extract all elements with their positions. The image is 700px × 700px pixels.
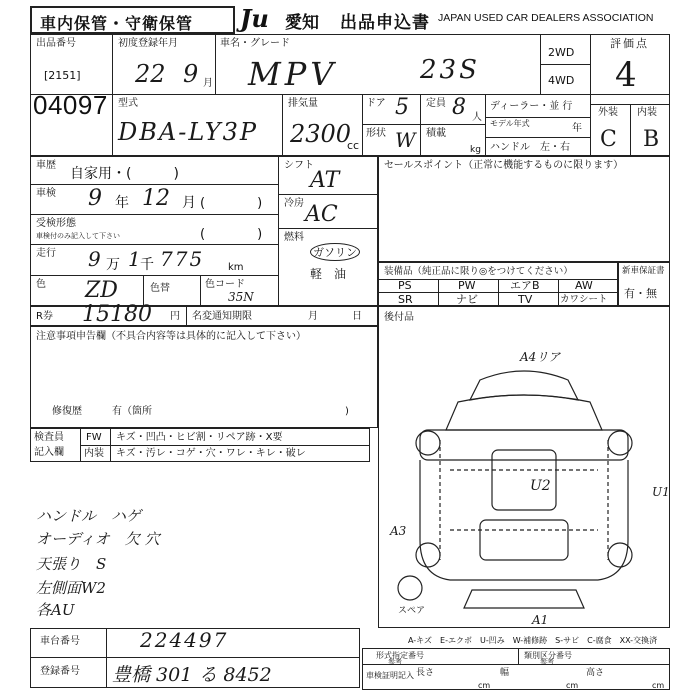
- r-ticket-unit: 円: [170, 311, 180, 322]
- warranty-label: 新車保証書: [622, 266, 665, 276]
- note-line-5: 各AU: [36, 601, 75, 619]
- first-reg-month: 9: [183, 60, 199, 88]
- lot-small-number: [2151]: [44, 69, 81, 82]
- chassis-value: 224497: [140, 628, 229, 652]
- lot-label: 出品番号: [36, 38, 76, 49]
- capacity-label: 定員: [426, 98, 446, 109]
- mileage-unit: km: [228, 262, 244, 273]
- plate-label: 登録番号: [40, 666, 80, 677]
- capacity-value: 8: [452, 95, 466, 120]
- equip-ps: PS: [398, 279, 412, 292]
- warranty-options: 有・無: [624, 287, 657, 300]
- exterior-grade: C: [600, 127, 617, 152]
- storage-note: 車内保管・守衛保管: [40, 14, 194, 33]
- exterior-label: 外装: [598, 107, 618, 118]
- history-label: 車歴: [36, 160, 56, 171]
- form-code-ref: 参考: [388, 658, 402, 666]
- load-unit: kg: [470, 145, 481, 155]
- note-line-3: 天張り S: [36, 555, 107, 573]
- form-code-label: 形式指定番号: [376, 651, 424, 660]
- receipt-label: 受検形態: [36, 218, 76, 229]
- chassis-label: 車台番号: [40, 636, 80, 647]
- width-label: 幅: [500, 668, 510, 678]
- storage-note-box: [30, 6, 235, 34]
- drive-4wd: 4WD: [548, 74, 575, 87]
- drive-2wd: 2WD: [548, 46, 575, 59]
- inspection-month-unit: 月: [182, 195, 196, 211]
- interior-inspect-items: キズ・汚レ・コゲ・穴・ワレ・キレ・破レ: [116, 448, 306, 459]
- color-code: 35N: [228, 290, 254, 304]
- displacement-value: 2300: [290, 120, 352, 148]
- org-name: 愛知: [285, 13, 319, 33]
- length-label: 長さ: [416, 668, 435, 678]
- inspection-year: 9: [88, 186, 102, 211]
- capacity-unit: 人: [472, 112, 482, 123]
- fw-label: FW: [86, 432, 102, 443]
- color-change-label: 色替: [150, 283, 170, 294]
- diagram-left-note: A3: [390, 524, 407, 538]
- ju-logo: Ju: [240, 4, 269, 33]
- association-name: JAPAN USED CAR DEALERS ASSOCIATION: [438, 12, 654, 24]
- equip-aw: AW: [575, 279, 593, 292]
- model-year-label: モデル年式: [490, 119, 530, 128]
- shift-label: シフト: [284, 160, 314, 171]
- dealer-label: ディーラー・並 行: [490, 101, 573, 112]
- equip-sr: SR: [398, 293, 413, 306]
- r-ticket-value: 15180: [82, 302, 152, 327]
- sales-point-box: [378, 156, 670, 262]
- mileage-sen: 1: [128, 247, 141, 271]
- after-market-label: 後付品: [384, 312, 414, 323]
- length-unit: cm: [478, 681, 491, 690]
- repair-value: 有（箇所: [112, 406, 152, 417]
- model-year-unit: 年: [572, 123, 582, 134]
- cooler-value: AC: [305, 202, 338, 227]
- displacement-label: 排気量: [288, 98, 318, 109]
- repair-label: 修復歴: [52, 406, 82, 417]
- class-code-label: 類別区分番号: [524, 651, 572, 660]
- shape-label: 形状: [366, 128, 386, 139]
- equip-tv: TV: [518, 293, 533, 306]
- damage-legend: A-キズ E-エクボ U-凹み W-補修跡 S-サビ C-腐食 XX-交換済: [408, 636, 658, 645]
- width-unit: cm: [566, 681, 579, 690]
- color-code-label: 色コード: [205, 279, 245, 290]
- name-change-day: 日: [352, 311, 362, 322]
- cc-unit: cc: [347, 139, 360, 152]
- notes-label: 注意事項申告欄（不具合内容等は具体的に記入して下さい）: [36, 331, 306, 342]
- load-label: 積載: [426, 128, 446, 139]
- mileage-man: 9: [88, 247, 101, 271]
- interior-label: 内装: [637, 107, 657, 118]
- sales-point-label: セールスポイント（正常に機能するものに限ります）: [384, 160, 624, 171]
- name-change-label: 名変通知期限: [192, 311, 252, 322]
- fuel-diesel: 軽 油: [310, 267, 347, 281]
- first-reg-month-unit: 月: [203, 78, 213, 89]
- color-label: 色: [36, 279, 46, 290]
- diagram-front-note: A4リア: [520, 350, 561, 364]
- shape-value: W: [395, 128, 416, 152]
- receipt-paren: ( ): [200, 227, 263, 242]
- mileage-label: 走行: [36, 248, 56, 259]
- mileage-man-unit: 万: [106, 257, 120, 273]
- rating-label: 評価点: [610, 37, 649, 50]
- interior-grade: B: [643, 127, 660, 152]
- equip-navi: ナビ: [456, 293, 478, 306]
- lot-number: 04097: [33, 90, 108, 120]
- height-unit: cm: [652, 681, 665, 690]
- r-ticket-label: R券: [36, 311, 53, 322]
- doc-dims-label: 車検証明記入: [366, 671, 414, 680]
- inspector-label2: 記入欄: [34, 447, 64, 458]
- handle-label: ハンドル 左・右: [490, 142, 570, 153]
- doors-value: 5: [395, 95, 409, 120]
- model-label: 型式: [118, 98, 138, 109]
- first-reg-label: 初度登録年月: [118, 38, 178, 49]
- mileage-sen-unit: 千: [140, 257, 154, 273]
- color-value: ZD: [85, 278, 118, 303]
- spare-label: スペア: [398, 606, 426, 616]
- doors-label: ドア: [366, 98, 386, 109]
- fuel-gasoline: ガソリン: [310, 243, 360, 261]
- receipt-note: 車検付のみ記入して下さい: [36, 232, 120, 240]
- note-line-4: 左側面W2: [36, 579, 106, 597]
- equip-pw: PW: [458, 279, 476, 292]
- inspection-paren: ( ): [200, 196, 263, 211]
- name-change-month: 月: [308, 311, 318, 322]
- repair-close: ): [345, 406, 349, 417]
- class-code-ref: 参考: [540, 658, 554, 666]
- fuel-label: 燃料: [284, 232, 304, 243]
- first-reg-year: 22: [135, 60, 166, 88]
- note-line-2: オーディオ 欠 穴: [36, 530, 160, 548]
- diagram-bottom-note: A1: [532, 613, 549, 627]
- equip-airbag: エアB: [510, 279, 540, 292]
- car-grade: 23S: [420, 55, 480, 85]
- history-value: 自家用・( ): [70, 166, 179, 182]
- form-title: 出品申込書: [340, 13, 430, 33]
- fw-items: キズ・凹凸・ヒビ割・リペア跡・X要: [116, 432, 283, 443]
- car-name-label: 車名・グレード: [220, 38, 290, 49]
- equip-seat: カワシート: [560, 294, 608, 305]
- inspection-month: 12: [142, 186, 170, 211]
- equipment-label: 装備品（純正品に限り◎をつけてください）: [384, 266, 573, 277]
- car-damage-diagram: [380, 340, 668, 630]
- inspection-label: 車検: [36, 188, 56, 199]
- inspector-label1: 検査員: [34, 432, 64, 443]
- rating-score: 4: [615, 55, 637, 95]
- interior-inspect-label: 内装: [84, 448, 104, 459]
- mileage-rest: 775: [160, 247, 205, 271]
- note-line-1: ハンドル ハゲ: [36, 507, 142, 525]
- shift-value: AT: [310, 168, 340, 193]
- height-label: 高さ: [586, 668, 605, 678]
- diagram-right-note: U1: [652, 485, 670, 499]
- plate-value: 豊橋 301 る 8452: [112, 664, 272, 686]
- model-code: DBA-LY3P: [118, 118, 258, 146]
- car-name: MPV: [248, 55, 338, 93]
- cooler-label: 冷房: [284, 198, 304, 209]
- inspection-year-unit: 年: [115, 195, 129, 211]
- diagram-center-note: U2: [530, 478, 551, 494]
